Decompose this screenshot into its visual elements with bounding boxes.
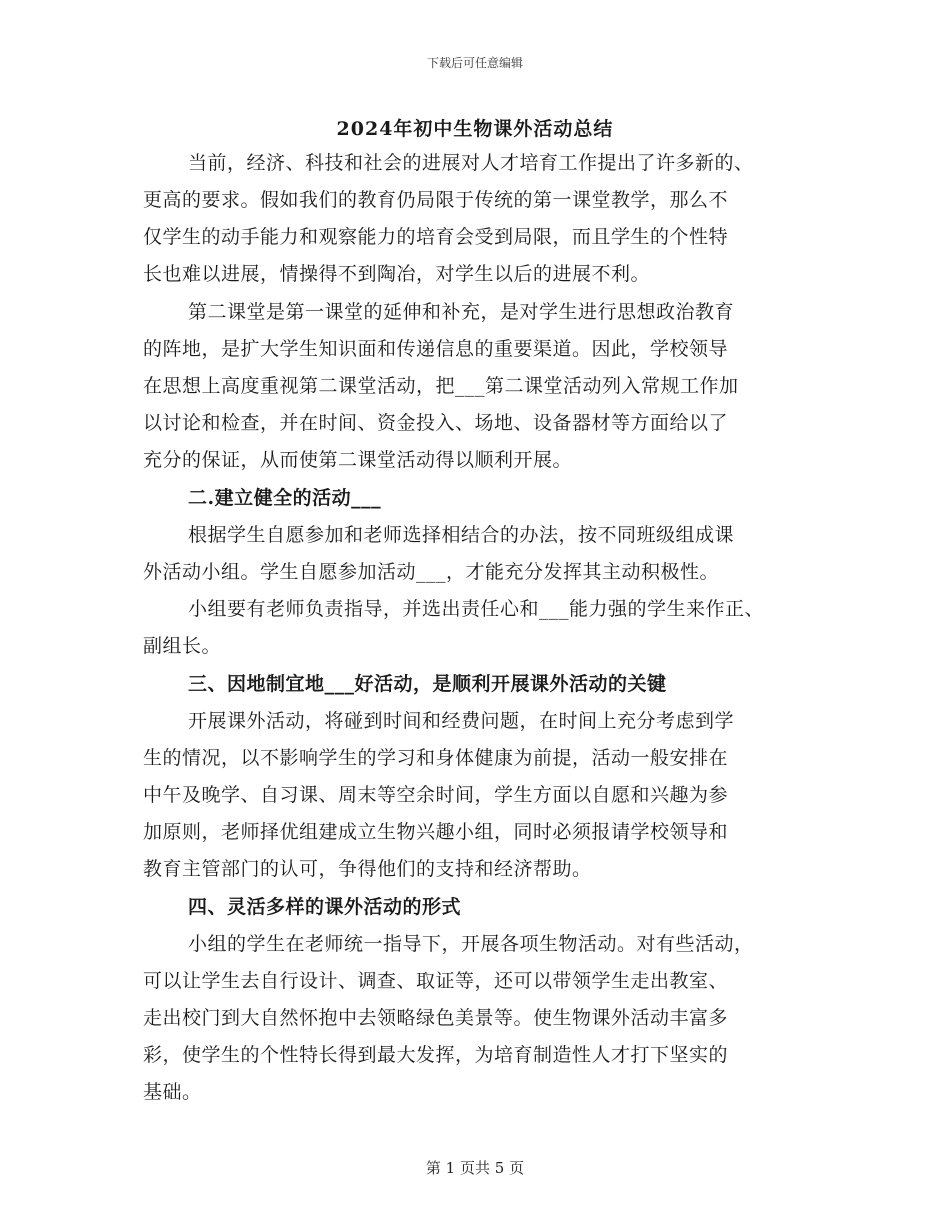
paragraph-line: 基础。 <box>143 1081 202 1103</box>
section-heading: 三、因地制宜地___好活动，是顺利开展课外活动的关键 <box>188 673 667 695</box>
paragraph-line: 彩，使学生的个性特长得到最大发挥，为培育制造性人才打下坚实的 <box>143 1044 729 1066</box>
paragraph-line: 充分的保证，从而使第二课堂活动得以顺利开展。 <box>143 449 573 471</box>
document-title: 2024年初中生物课外活动总结 <box>336 118 614 140</box>
header-note: 下载后可任意编辑 <box>426 56 523 70</box>
paragraph-line: 小组要有老师负责指导，并选出责任心和___能力强的学生来作正、 <box>188 598 765 620</box>
paragraph-line: 可以让学生去自行设计、调查、取证等，还可以带领学生走出教室、 <box>143 970 729 992</box>
paragraph-line: 仅学生的动手能力和观察能力的培育会受到局限，而且学生的个性特 <box>143 226 729 248</box>
paragraph-line: 开展课外活动，将碰到时间和经费问题，在时间上充分考虑到学 <box>188 710 735 732</box>
page-footer: 第 1 页共 5 页 <box>425 1159 525 1177</box>
paragraph-line: 教育主管部门的认可，争得他们的支持和经济帮助。 <box>143 858 592 880</box>
paragraph-line: 走出校门到大自然怀抱中去领略绿色美景等。使生物课外活动丰富多 <box>143 1007 729 1029</box>
paragraph-line: 更高的要求。假如我们的教育仍局限于传统的第一课堂教学，那么不 <box>143 189 729 211</box>
paragraph-line: 第二课堂是第一课堂的延伸和补充，是对学生进行思想政治教育 <box>188 301 735 323</box>
paragraph-line: 以讨论和检查，并在时间、资金投入、场地、设备器材等方面给以了 <box>143 412 729 434</box>
paragraph-line: 当前，经济、科技和社会的进展对人才培育工作提出了许多新的、 <box>188 152 754 174</box>
paragraph-line: 外活动小组。学生自愿参加活动___，才能充分发挥其主动积极性。 <box>143 561 720 583</box>
section-heading: 二.建立健全的活动___ <box>188 487 382 509</box>
paragraph-line: 生的情况，以不影响学生的学习和身体健康为前提，活动一般安排在 <box>143 747 729 769</box>
paragraph-line: 根据学生自愿参加和老师选择相结合的办法，按不同班级组成课 <box>188 524 735 546</box>
paragraph-line: 副组长。 <box>143 635 222 657</box>
paragraph-line: 中午及晚学、自习课、周末等空余时间，学生方面以自愿和兴趣为参 <box>143 784 729 806</box>
paragraph-line: 长也难以进展，情操得不到陶冶，对学生以后的进展不利。 <box>143 263 651 285</box>
paragraph-line: 加原则，老师择优组建成立生物兴趣小组，同时必须报请学校领导和 <box>143 821 729 843</box>
paragraph-line: 的阵地，是扩大学生知识面和传递信息的重要渠道。因此，学校领导 <box>143 338 729 360</box>
paragraph-line: 小组的学生在老师统一指导下，开展各项生物活动。对有些活动， <box>188 933 754 955</box>
section-heading: 四、灵活多样的课外活动的形式 <box>188 896 462 918</box>
paragraph-line: 在思想上高度重视第二课堂活动，把___第二课堂活动列入常规工作加 <box>143 375 739 397</box>
